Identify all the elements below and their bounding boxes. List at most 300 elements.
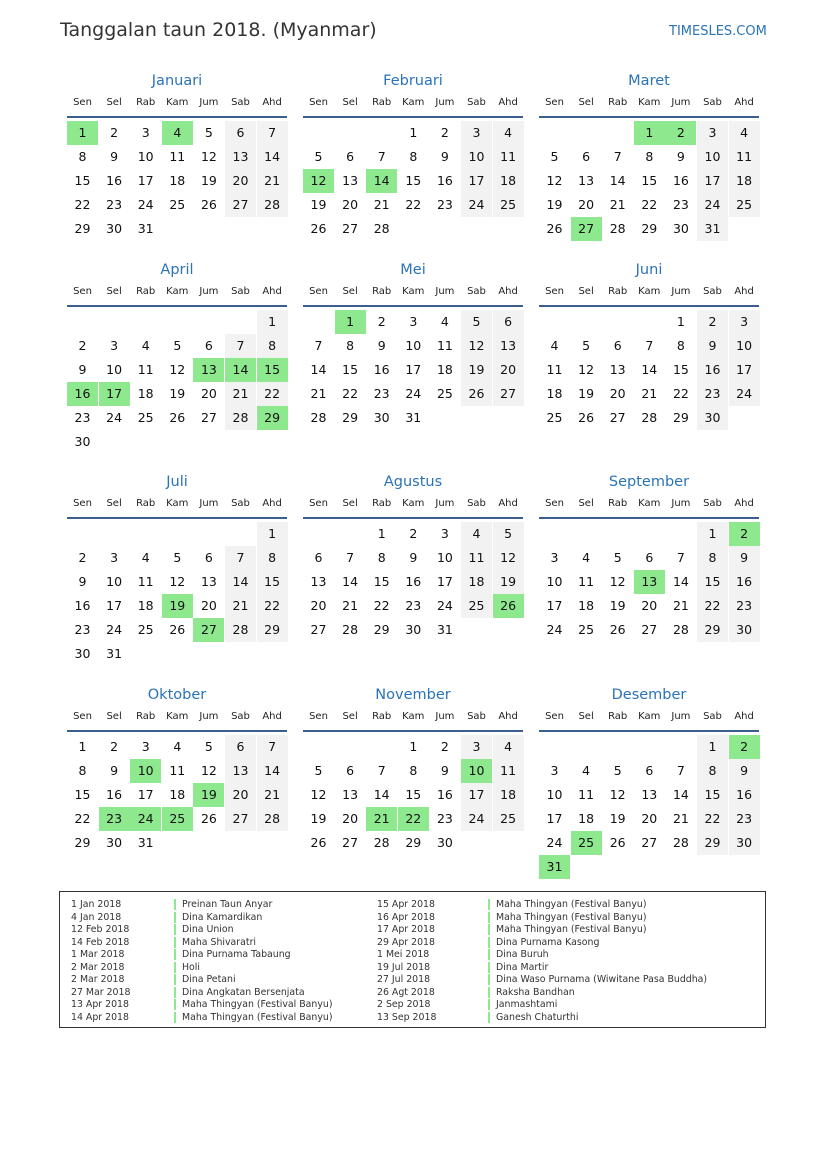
weekday-label: Rab <box>608 711 628 722</box>
day-cell: 22 <box>342 386 359 401</box>
day-cell: 6 <box>346 149 355 164</box>
header-rule <box>539 305 759 307</box>
day-cell: 19 <box>609 811 626 826</box>
day-cell: 25 <box>169 197 186 212</box>
day-cell: 24 <box>436 598 453 613</box>
legend-date: 1 Jan 2018 <box>71 899 122 910</box>
day-cell: 13 <box>200 574 217 589</box>
holiday-legend <box>59 891 766 1028</box>
weekday-label: Kam <box>166 97 189 108</box>
weekday-header <box>67 97 287 115</box>
holiday-day-cell: 15 <box>257 358 288 382</box>
day-cell: 17 <box>436 574 453 589</box>
day-cell: 11 <box>493 759 524 783</box>
day-cell: 17 <box>405 362 422 377</box>
weekday-label: Rab <box>608 286 628 297</box>
day-cell: 8 <box>409 763 418 778</box>
weekday-label: Kam <box>638 498 661 509</box>
weekday-label: Sen <box>545 286 564 297</box>
day-cell: 30 <box>106 221 123 236</box>
weekday-label: Rab <box>136 286 156 297</box>
day-cell: 6 <box>314 550 323 565</box>
day-cell: 31 <box>405 410 422 425</box>
day-cell: 17 <box>137 173 154 188</box>
legend-holiday-name: Maha Thingyan (Festival Banyu) <box>174 1012 333 1023</box>
day-cell: 16 <box>106 173 123 188</box>
day-cell: 9 <box>110 149 119 164</box>
day-cell: 6 <box>493 310 524 334</box>
weekday-label: Sab <box>467 711 486 722</box>
day-cell: 18 <box>436 362 453 377</box>
weekday-label: Sel <box>106 711 122 722</box>
day-cell: 9 <box>440 763 449 778</box>
day-cell: 26 <box>310 835 327 850</box>
header-rule <box>539 730 759 732</box>
day-cell: 22 <box>373 598 390 613</box>
month-april <box>67 262 287 462</box>
day-cell: 29 <box>697 618 728 642</box>
weekday-label: Sen <box>73 711 92 722</box>
legend-holiday-name: Ganesh Chaturthi <box>488 1012 578 1023</box>
day-cell: 7 <box>225 546 256 570</box>
weekday-label: Sen <box>545 711 564 722</box>
day-cell: 10 <box>405 338 422 353</box>
month-title: April <box>160 262 194 278</box>
day-cell: 14 <box>257 759 288 783</box>
day-cell: 12 <box>609 574 626 589</box>
day-cell: 1 <box>377 526 386 541</box>
day-cell: 16 <box>106 787 123 802</box>
legend-date: 14 Apr 2018 <box>71 1011 129 1023</box>
day-cell: 29 <box>405 835 422 850</box>
day-cell: 30 <box>74 646 91 661</box>
month-title: Mei <box>400 262 426 278</box>
day-cell: 24 <box>106 622 123 637</box>
legend-date: 1 Mar 2018 <box>71 949 125 960</box>
month-mei <box>303 262 523 462</box>
day-cell: 12 <box>609 787 626 802</box>
weekday-label: Sab <box>231 711 250 722</box>
legend-date: 2 Sep 2018 <box>377 999 431 1010</box>
weekday-label: Sen <box>309 97 328 108</box>
day-cell: 9 <box>729 759 760 783</box>
weekday-label: Sel <box>578 286 594 297</box>
day-cell: 24 <box>546 622 563 637</box>
weekday-label: Kam <box>166 286 189 297</box>
day-cell: 6 <box>346 763 355 778</box>
weekday-label: Ahd <box>262 711 282 722</box>
header-rule <box>67 305 287 307</box>
day-cell: 29 <box>373 622 390 637</box>
legend-holiday-name: Dina Purnama Kasong <box>488 937 599 948</box>
month-title: Juli <box>166 474 188 490</box>
day-cell: 30 <box>436 835 453 850</box>
holiday-day-cell: 10 <box>130 759 161 783</box>
weekday-header <box>67 286 287 304</box>
legend-date: 17 Apr 2018 <box>377 924 435 935</box>
day-cell: 18 <box>169 173 186 188</box>
day-cell: 27 <box>342 221 359 236</box>
month-agustus <box>303 474 523 674</box>
day-cell: 1 <box>676 314 685 329</box>
weekday-label: Sel <box>578 711 594 722</box>
legend-holiday-name: Dina Union <box>174 924 234 935</box>
day-cell: 17 <box>137 787 154 802</box>
weekday-label: Jum <box>199 97 219 108</box>
day-cell: 20 <box>578 197 595 212</box>
day-cell: 22 <box>697 807 728 831</box>
day-cell: 31 <box>137 835 154 850</box>
day-cell: 26 <box>169 410 186 425</box>
day-cell: 25 <box>137 410 154 425</box>
legend-holiday-name: Dina Kamardikan <box>174 912 262 923</box>
day-cell: 11 <box>137 574 154 589</box>
day-cell: 15 <box>74 787 91 802</box>
month-november <box>303 687 523 887</box>
day-cell: 20 <box>342 811 359 826</box>
weekday-label: Ahd <box>262 97 282 108</box>
legend-date: 27 Jul 2018 <box>377 974 431 985</box>
weekday-label: Sel <box>106 286 122 297</box>
day-cell: 31 <box>106 646 123 661</box>
weekday-header <box>539 498 759 516</box>
day-cell: 11 <box>169 149 186 164</box>
holiday-day-cell: 13 <box>634 570 665 594</box>
day-cell: 16 <box>373 362 390 377</box>
month-title: Agustus <box>383 474 443 490</box>
legend-holiday-name: Janmashtami <box>488 999 557 1010</box>
weekday-label: Rab <box>136 97 156 108</box>
holiday-day-cell: 12 <box>303 169 334 193</box>
day-cell: 28 <box>225 406 256 430</box>
weekday-label: Sel <box>106 498 122 509</box>
day-cell: 15 <box>405 173 422 188</box>
weekday-label: Ahd <box>262 498 282 509</box>
day-cell: 20 <box>641 598 658 613</box>
day-cell: 20 <box>200 598 217 613</box>
day-cell: 27 <box>225 193 256 217</box>
legend-date: 27 Mar 2018 <box>71 986 131 998</box>
weekday-label: Sen <box>73 97 92 108</box>
day-cell: 17 <box>106 598 123 613</box>
day-cell: 31 <box>436 622 453 637</box>
day-cell: 30 <box>672 221 689 236</box>
day-cell: 20 <box>225 169 256 193</box>
holiday-day-cell: 2 <box>729 522 760 546</box>
day-cell: 14 <box>609 173 626 188</box>
holiday-day-cell: 1 <box>67 121 98 145</box>
month-title: Januari <box>151 73 203 89</box>
day-cell: 18 <box>137 598 154 613</box>
day-cell: 5 <box>314 763 323 778</box>
header-rule <box>303 116 523 118</box>
day-cell: 14 <box>641 362 658 377</box>
weekday-label: Kam <box>402 97 425 108</box>
day-cell: 5 <box>204 125 213 140</box>
weekday-label: Kam <box>402 711 425 722</box>
weekday-label: Sen <box>545 498 564 509</box>
day-cell: 11 <box>461 546 492 570</box>
day-cell: 31 <box>137 221 154 236</box>
day-cell: 14 <box>310 362 327 377</box>
day-cell: 2 <box>110 125 119 140</box>
day-cell: 4 <box>582 763 591 778</box>
day-cell: 5 <box>173 550 182 565</box>
day-cell: 24 <box>546 835 563 850</box>
day-cell: 15 <box>373 574 390 589</box>
holiday-day-cell: 24 <box>130 807 161 831</box>
day-cell: 22 <box>257 382 288 406</box>
weekday-label: Rab <box>372 498 392 509</box>
day-cell: 25 <box>546 410 563 425</box>
day-cell: 20 <box>493 358 524 382</box>
legend-holiday-name: Dina Buruh <box>488 949 549 960</box>
day-cell: 28 <box>257 807 288 831</box>
day-cell: 2 <box>110 739 119 754</box>
holiday-day-cell: 2 <box>665 121 696 145</box>
day-cell: 21 <box>342 598 359 613</box>
day-cell: 19 <box>546 197 563 212</box>
weekday-label: Jum <box>435 97 455 108</box>
day-cell: 3 <box>110 338 119 353</box>
holiday-day-cell: 19 <box>193 783 224 807</box>
day-cell: 13 <box>310 574 327 589</box>
day-cell: 23 <box>106 197 123 212</box>
day-cell: 25 <box>578 622 595 637</box>
weekday-label: Ahd <box>734 498 754 509</box>
day-cell: 10 <box>546 574 563 589</box>
day-cell: 28 <box>342 622 359 637</box>
day-cell: 4 <box>493 121 524 145</box>
weekday-label: Jum <box>435 286 455 297</box>
day-cell: 7 <box>346 550 355 565</box>
day-cell: 15 <box>257 570 288 594</box>
legend-holiday-name: Dina Martir <box>488 962 548 973</box>
day-cell: 6 <box>582 149 591 164</box>
day-cell: 13 <box>493 334 524 358</box>
holiday-day-cell: 1 <box>335 310 366 334</box>
weekday-label: Ahd <box>498 711 518 722</box>
day-cell: 18 <box>169 787 186 802</box>
month-september <box>539 474 759 674</box>
day-cell: 18 <box>729 169 760 193</box>
weekday-label: Kam <box>638 97 661 108</box>
day-cell: 29 <box>641 221 658 236</box>
weekday-label: Jum <box>435 711 455 722</box>
day-cell: 12 <box>461 334 492 358</box>
day-cell: 7 <box>225 334 256 358</box>
day-cell: 30 <box>373 410 390 425</box>
day-cell: 18 <box>493 169 524 193</box>
day-cell: 15 <box>405 787 422 802</box>
weekday-header <box>67 498 287 516</box>
weekday-label: Sen <box>73 498 92 509</box>
day-cell: 2 <box>697 310 728 334</box>
day-cell: 27 <box>641 622 658 637</box>
weekday-label: Rab <box>372 286 392 297</box>
day-cell: 7 <box>377 149 386 164</box>
day-cell: 26 <box>310 221 327 236</box>
legend-date: 13 Sep 2018 <box>377 1011 437 1023</box>
day-cell: 20 <box>342 197 359 212</box>
day-cell: 8 <box>78 149 87 164</box>
day-cell: 18 <box>461 570 492 594</box>
day-cell: 12 <box>578 362 595 377</box>
weekday-label: Sen <box>73 286 92 297</box>
day-cell: 15 <box>697 783 728 807</box>
legend-date: 4 Jan 2018 <box>71 911 122 923</box>
day-cell: 28 <box>225 618 256 642</box>
day-cell: 1 <box>697 522 728 546</box>
weekday-label: Jum <box>435 498 455 509</box>
holiday-day-cell: 17 <box>99 382 130 406</box>
month-title: Maret <box>628 73 670 89</box>
day-cell: 11 <box>546 362 563 377</box>
day-cell: 9 <box>697 334 728 358</box>
day-cell: 7 <box>257 735 288 759</box>
day-cell: 7 <box>645 338 654 353</box>
day-cell: 12 <box>546 173 563 188</box>
day-cell: 16 <box>697 358 728 382</box>
day-cell: 27 <box>609 410 626 425</box>
day-cell: 23 <box>729 594 760 618</box>
legend-holiday-name: Dina Petani <box>174 974 236 985</box>
day-cell: 19 <box>310 811 327 826</box>
month-maret <box>539 73 759 273</box>
day-cell: 17 <box>546 598 563 613</box>
day-cell: 8 <box>676 338 685 353</box>
day-cell: 4 <box>493 735 524 759</box>
holiday-day-cell: 31 <box>539 855 570 879</box>
weekday-label: Rab <box>136 498 156 509</box>
header-rule <box>539 517 759 519</box>
holiday-day-cell: 29 <box>257 406 288 430</box>
weekday-label: Rab <box>608 97 628 108</box>
day-cell: 4 <box>141 338 150 353</box>
day-cell: 14 <box>672 787 689 802</box>
legend-holiday-name: Holi <box>174 962 200 973</box>
legend-date: 2 Mar 2018 <box>71 961 125 973</box>
day-cell: 29 <box>672 410 689 425</box>
month-februari <box>303 73 523 273</box>
day-cell: 3 <box>697 121 728 145</box>
day-cell: 9 <box>110 763 119 778</box>
month-title: Februari <box>383 73 443 89</box>
day-cell: 12 <box>169 574 186 589</box>
day-cell: 9 <box>409 550 418 565</box>
day-cell: 1 <box>78 739 87 754</box>
weekday-label: Sab <box>703 498 722 509</box>
day-cell: 13 <box>342 787 359 802</box>
legend-holiday-name: Dina Purnama Tabaung <box>174 949 291 960</box>
day-cell: 20 <box>225 783 256 807</box>
header-rule <box>67 517 287 519</box>
legend-holiday-name: Dina Angkatan Bersenjata <box>174 987 305 998</box>
weekday-label: Sab <box>467 498 486 509</box>
day-cell: 17 <box>461 169 492 193</box>
day-cell: 16 <box>729 570 760 594</box>
day-cell: 26 <box>609 622 626 637</box>
day-cell: 2 <box>78 550 87 565</box>
day-cell: 3 <box>141 739 150 754</box>
holiday-day-cell: 26 <box>493 594 524 618</box>
day-cell: 3 <box>461 121 492 145</box>
day-cell: 5 <box>582 338 591 353</box>
day-cell: 30 <box>729 831 760 855</box>
day-cell: 26 <box>200 811 217 826</box>
day-cell: 16 <box>436 173 453 188</box>
weekday-label: Sen <box>309 286 328 297</box>
legend-date: 19 Jul 2018 <box>377 961 431 973</box>
holiday-day-cell: 2 <box>729 735 760 759</box>
day-cell: 3 <box>550 763 559 778</box>
weekday-label: Kam <box>638 711 661 722</box>
day-cell: 8 <box>377 550 386 565</box>
weekday-label: Jum <box>199 711 219 722</box>
day-cell: 9 <box>440 149 449 164</box>
weekday-label: Sel <box>342 711 358 722</box>
weekday-label: Sel <box>106 97 122 108</box>
header-rule <box>303 305 523 307</box>
day-cell: 22 <box>672 386 689 401</box>
day-cell: 13 <box>225 145 256 169</box>
day-cell: 6 <box>613 338 622 353</box>
holiday-day-cell: 4 <box>162 121 193 145</box>
day-cell: 27 <box>310 622 327 637</box>
day-cell: 27 <box>200 410 217 425</box>
weekday-label: Kam <box>638 286 661 297</box>
day-cell: 9 <box>377 338 386 353</box>
day-cell: 27 <box>225 807 256 831</box>
legend-date: 29 Apr 2018 <box>377 936 435 948</box>
weekday-label: Ahd <box>734 286 754 297</box>
brand-link[interactable]: TIMESLES.COM <box>669 24 767 39</box>
day-cell: 23 <box>74 622 91 637</box>
day-cell: 17 <box>697 169 728 193</box>
weekday-label: Sel <box>578 97 594 108</box>
weekday-label: Sel <box>342 97 358 108</box>
day-cell: 6 <box>645 550 654 565</box>
day-cell: 20 <box>609 386 626 401</box>
weekday-label: Sab <box>231 97 250 108</box>
holiday-day-cell: 27 <box>193 618 224 642</box>
weekday-label: Sen <box>309 498 328 509</box>
day-cell: 2 <box>440 739 449 754</box>
weekday-header <box>67 711 287 729</box>
holiday-day-cell: 14 <box>225 358 256 382</box>
day-cell: 24 <box>106 410 123 425</box>
day-cell: 30 <box>697 406 728 430</box>
day-cell: 17 <box>729 358 760 382</box>
day-cell: 28 <box>373 835 390 850</box>
day-cell: 11 <box>436 338 453 353</box>
day-cell: 23 <box>697 382 728 406</box>
weekday-label: Jum <box>671 286 691 297</box>
day-cell: 15 <box>697 570 728 594</box>
weekday-label: Sab <box>231 286 250 297</box>
page-title: Tanggalan taun 2018. (Myanmar) <box>60 19 377 41</box>
day-cell: 28 <box>672 835 689 850</box>
day-cell: 2 <box>440 125 449 140</box>
day-cell: 21 <box>373 197 390 212</box>
weekday-label: Sab <box>467 286 486 297</box>
day-cell: 8 <box>697 546 728 570</box>
day-cell: 14 <box>672 574 689 589</box>
weekday-label: Sab <box>703 711 722 722</box>
day-cell: 13 <box>578 173 595 188</box>
day-cell: 28 <box>373 221 390 236</box>
day-cell: 13 <box>225 759 256 783</box>
